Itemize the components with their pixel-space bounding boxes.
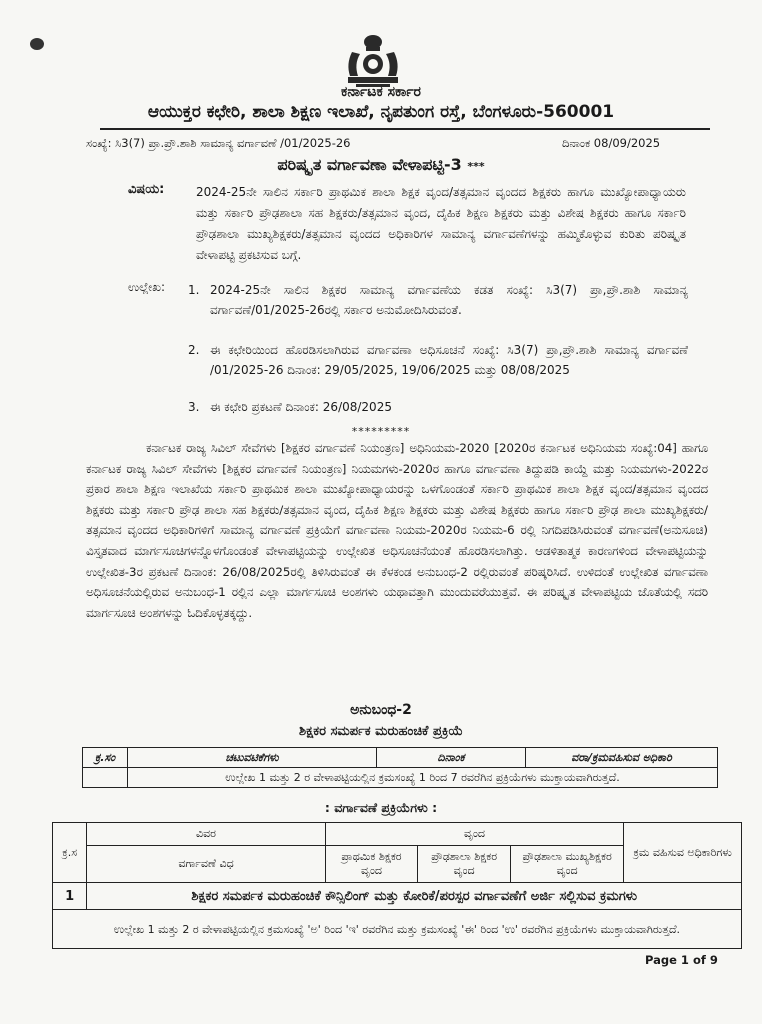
reference-number-1: 1. [188,283,200,297]
activity-table [82,747,718,788]
table2-header-high-school: ಪ್ರೌಢಶಾಲಾ ಶಿಕ್ಷಕರ ವೃಂದ [418,846,511,883]
header-divider [100,128,710,130]
body-paragraph: ಕರ್ನಾಟಕ ರಾಜ್ಯ ಸಿವಿಲ್ ಸೇವೆಗಳು [ಶಿಕ್ಷಕರ ವರ್ಗಾವಣೆ ನಿಯಂತ್ರಣ] ಅಧಿನಿಯಮ-2020 [2020ರ ಕರ್ನಾಟಕ ಅಧಿನಿಯಮ ಸಂಖ್ಯೆ:04] ಹಾಗೂ ಕರ್ನಾಟಕ ರಾಜ್ಯ ಸಿವಿಲ್ ಸೇವೆಗಳು [ಶಿಕ್ಷಕರ ವರ್ಗಾವಣೆ ನಿಯಂತ್ರಣ] ನಿಯಮಗಳು-2020ರ ಹಾಗೂ ವರ್ಗಾವಣಾ ತಿದ್ದುಪಡಿ ಕಾಯ್ದೆ ಮತ್ತು ನಿಯಮಗಳು-2022ರ ಪ್ರಕಾರ ಶಾಲಾ ಶಿಕ್ಷಣ ಇಲಾಖೆಯ ಸರ್ಕಾರಿ ಪ್ರಾಥಮಿಕ ಶಾಲಾ ಮುಖ್ಯೋಪಾಧ್ಯಾಯರನ್ನು ಒಳಗೊಂಡಂತೆ ಸರ್ಕಾರಿ ಪ್ರಾಥಮಿಕ ಶಾಲಾ ಶಿಕ್ಷಕ ವೃಂದ/ತತ್ಸಮಾನ ವೃಂದದ ಶಿಕ್ಷಕರು ಮತ್ತು ಸರ್ಕಾರಿ ಪ್ರೌಢ ಶಾಲಾ ಸಹ ಶಿಕ್ಷಕರು/ತತ್ಸಮಾನ ವೃಂದ, ದೈಹಿಕ ಶಿಕ್ಷಣ ಶಿಕ್ಷಕರು ಮತ್ತು ವಿಶೇಷ ಶಿಕ್ಷಕರು ಹಾಗೂ ಸರ್ಕಾರಿ ಪ್ರೌಢ ಶಾಲಾ ಮುಖ್ಯಶಿಕ್ಷಕರು/ತತ್ಸಮಾನ ವೃಂದದ ಅಧಿಕಾರಿಗಳಿಗೆ ಸಾಮಾನ್ಯ ವರ್ಗಾವಣೆ ಪ್ರಕ್ರಿಯೆಗೆ ವರ್ಗಾವಣಾ ನಿಯಮ-2020ರ ನಿಯಮ-6 ರಲ್ಲಿ ನಿಗದಿಪಡಿಸಿರುವಂತೆ ವರ್ಗಾವಣೆ(ಅನುಸೂಚಿ) ವಿಸ್ತೃತವಾದ ಮಾರ್ಗಸೂಚಿಗಳನ್ನೊಳಗೊಂಡಂತೆ ವೇಳಾಪಟ್ಟಿಯನ್ನು ಉಲ್ಲೇಖಿತ ಅಧಿಸೂಚನೆಯಂತೆ ಹೊರಡಿಸಲಾಗಿತ್ತು. ಆಡಳಿತಾತ್ಮಕ ಕಾರಣಗಳಿಂದ ವೇಳಾಪಟ್ಟಿಯನ್ನು ಉಲ್ಲೇಖಿತ-3ರ ಪ್ರಕಟಣೆ ದಿನಾಂಕ: 26/08/2025ರಲ್ಲಿ ತಿಳಿಸಿರುವಂತೆ ಈ ಕೆಳಕಂಡ ಅನುಬಂಧ-2 ರಲ್ಲಿರುವಂತೆ ಪರಿಷ್ಕರಿಸಿದೆ. ಉಳಿದಂತೆ ಉಲ್ಲೇಖಿತ ವರ್ಗಾವಣಾ ಅಧಿಸೂಚನೆಯಲ್ಲಿರುವ ಅನುಬಂಧ-1 ರಲ್ಲಿನ ಎಲ್ಲಾ ಮಾರ್ಗಸೂಚಿ ಅಂಶಗಳು ಯಥಾವತ್ತಾಗಿ ಮುಂದುವರೆಯುತ್ತವೆ. ಈ ಪರಿಷ್ಕೃತ ವೇಳಾಪಟ್ಟಿಯ ಜೊತೆಯಲ್ಲಿ ಸದರಿ ಮಾರ್ಗಸೂಚಿ ಅಂಶಗಳನ್ನು ಓದಿಕೊಳ್ಳತಕ್ಕದ್ದು. [86,441,708,620]
table2-header-transfer-type: ವರ್ಗಾವಣೆ ವಿಧ [87,846,325,883]
page-of: of [688,953,710,967]
scan-mark [30,38,44,50]
table2-header-sl: ಕ್ರ.ಸ [53,823,87,883]
reference-item [188,340,688,380]
government-name: ಕರ್ನಾಟಕ ಸರ್ಕಾರ [341,84,421,100]
reference-text-1: 2024-25ನೇ ಸಾಲಿನ ಶಿಕ್ಷಕರ ಸಾಮಾನ್ಯ ವರ್ಗಾವಣೆಯ ಕಡತ ಸಂಖ್ಯೆ: ಸಿ3(7) ಪ್ರಾ,ಪ್ರೌ.ಶಾಶಿ ಸಾಮಾನ್ಯ ವರ್ಗಾವಣೆ/01/2025-26ರಲ್ಲಿ ಸರ್ಕಾರ ಅನುಮೋದಿಸಿರುವಂತೆ. [210,283,688,317]
reference-text-2: ಈ ಕಛೇರಿಯಿಂದ ಹೊರಡಿಸಲಾಗಿರುವ ವರ್ಗಾವಣಾ ಅಧಿಸೂಚನೆ ಸಂಖ್ಯೆ: ಸಿ3(7) ಪ್ರಾ,ಪ್ರೌ.ಶಾಶಿ ಸಾಮಾನ್ಯ ವರ್ಗಾವಣೆ /01/2025-26 ದಿನಾಂಕ: 29/05/2025, 19/06/2025 ಮತ್ತು 08/08/2025 [210,343,688,377]
reference-number: ಸಂಖ್ಯೆ: ಸಿ3(7) ಪ್ರಾ.ಪ್ರೌ.ಶಾಶಿ ಸಾಮಾನ್ಯ ವರ್ಗಾವಣೆ /01/2025-26 [86,136,351,150]
reference-number-3: 3. [188,400,200,414]
table2-header-primary: ಪ್ರಾಥಮಿಕ ಶಿಕ್ಷಕರ ವೃಂದ [325,846,418,883]
table2-row1-note: ಉಲ್ಲೇಖ 1 ಮತ್ತು 2 ರ ವೇಳಾಪಟ್ಟಿಯಲ್ಲಿನ ಕ್ರಮಸಂಖ್ಯೆ 'ಅ' ರಿಂದ 'ಇ' ರವರೆಗಿನ ಮತ್ತು ಕ್ರಮಸಂಖ್ಯೆ 'ಈ' ರಿಂದ 'ಉ' ರವರೆಗಿನ ಪ್ರಕ್ರಿಯೆಗಳು ಮುಕ್ತಾಯವಾಗಿರುತ್ತದೆ. [53,910,742,949]
document-date: ದಿನಾಂಕ 08/09/2025 [562,136,661,150]
table1-header-officer: ವರಾ/ಕ್ರಮವಹಿಸುವ ಅಧಿಕಾರಿ [526,748,718,768]
page-total: 9 [709,953,718,967]
reference-item [188,397,688,417]
table2-header-headmaster: ಪ್ರೌಢಶಾಲಾ ಮುಖ್ಯಶಿಕ್ಷಕರ ವೃಂದ [510,846,623,883]
references-label: ಉಲ್ಲೇಖ: [128,280,166,294]
processes-title: : ವರ್ಗಾವಣೆ ಪ್ರಕ್ರಿಯೆಗಳು : [324,800,438,815]
table1-header-activities: ಚಟುವಟಿಕೆಗಳು [128,748,377,768]
title-stars: *** [467,160,485,173]
state-emblem-icon [338,30,408,88]
table2-header-officers: ಕ್ರಮ ವಹಿಸುವ ಅಧಿಕಾರಿಗಳು [624,823,742,883]
annexure-title: ಅನುಬಂಧ-2 [350,702,412,718]
table1-empty-cell [83,768,128,788]
table1-header-date: ದಿನಾಂಕ [377,748,526,768]
transfer-process-table [52,822,742,949]
reference-item [188,280,688,320]
title-text: ಪರಿಷ್ಕೃತ ವರ್ಗಾವಣಾ ವೇಳಾಪಟ್ಟಿ-3 [277,155,462,174]
annexure-subtitle: ಶಿಕ್ಷಕರ ಸಮರ್ಪಕ ಮರುಹಂಚಿಕೆ ಪ್ರಕ್ರಿಯೆ [299,724,463,739]
page-prefix: Page [645,953,681,967]
reference-text-3: ಈ ಕಛೇರಿ ಪ್ರಕಟಣೆ ದಿನಾಂಕ: 26/08/2025 [210,400,392,414]
reference-number-2: 2. [188,343,200,357]
table2-header-cadre: ವೃಂದ [325,823,624,846]
table2-header-details: ವಿವರ [87,823,325,846]
subject-label: ವಿಷಯ: [128,182,165,197]
table1-header-sl: ಕ್ರ.ಸಂ [83,748,128,768]
subject-text: 2024-25ನೇ ಸಾಲಿನ ಸರ್ಕಾರಿ ಪ್ರಾಥಮಿಕ ಶಾಲಾ ಶಿಕ್ಷಕ ವೃಂದ/ತತ್ಸಮಾನ ವೃಂದದ ಶಿಕ್ಷಕರು ಹಾಗೂ ಮುಖ್ಯೋಪಾಧ್ಯಾಯರು ಮತ್ತು ಸರ್ಕಾರಿ ಪ್ರೌಢಶಾಲಾ ಸಹ ಶಿಕ್ಷಕರು/ತತ್ಸಮಾನ ವೃಂದ, ದೈಹಿಕ ಶಿಕ್ಷಣ ಶಿಕ್ಷಕರು ಮತ್ತು ವಿಶೇಷ ಶಿಕ್ಷಕರು ಹಾಗೂ ಸರ್ಕಾರಿ ಪ್ರೌಢಶಾಲಾ ಮುಖ್ಯಶಿಕ್ಷಕರು/ತತ್ಸಮಾನ ವೃಂದದ ಅಧಿಕಾರಿಗಳ ಸಾಮಾನ್ಯ ವರ್ಗಾವಣೆಗಳನ್ನು ಹಮ್ಮಿಕೊಳ್ಳುವ ಕುರಿತು ಪರಿಷ್ಕೃತ ವೇಳಾಪಟ್ಟಿ ಪ್ರಕಟಿಸುವ ಬಗ್ಗೆ. [196,185,686,262]
table1-row-note: ಉಲ್ಲೇಖ 1 ಮತ್ತು 2 ರ ವೇಳಾಪಟ್ಟಿಯಲ್ಲಿನ ಕ್ರಮಸಂಖ್ಯೆ 1 ರಿಂದ 7 ರವರೆಗಿನ ಪ್ರಕ್ರಿಯೆಗಳು ಮುಕ್ತಾಯವಾಗಿರುತ್ತದೆ. [128,768,718,788]
table2-row1-number: 1 [53,883,87,910]
page-number: 1 [680,953,689,967]
table2-row1-title: ಶಿಕ್ಷಕರ ಸಮರ್ಪಕ ಮರುಹಂಚಿಕೆ ಕೌನ್ಸಿಲಿಂಗ್ ಮತ್ತು ಕೋರಿಕೆ/ಪರಸ್ಪರ ವರ್ಗಾವಣೆಗೆ ಅರ್ಜಿ ಸಲ್ಲಿಸುವ ಕ್ರಮಗಳು [87,883,742,910]
separator-stars: ********* [351,425,411,438]
office-address: ಆಯುಕ್ತರ ಕಛೇರಿ, ಶಾಲಾ ಶಿಕ್ಷಣ ಇಲಾಖೆ, ನೃಪತುಂಗ ರಸ್ತೆ, ಬೆಂಗಳೂರು-560001 [147,102,615,122]
page-indicator [645,953,718,967]
document-title [0,155,762,175]
